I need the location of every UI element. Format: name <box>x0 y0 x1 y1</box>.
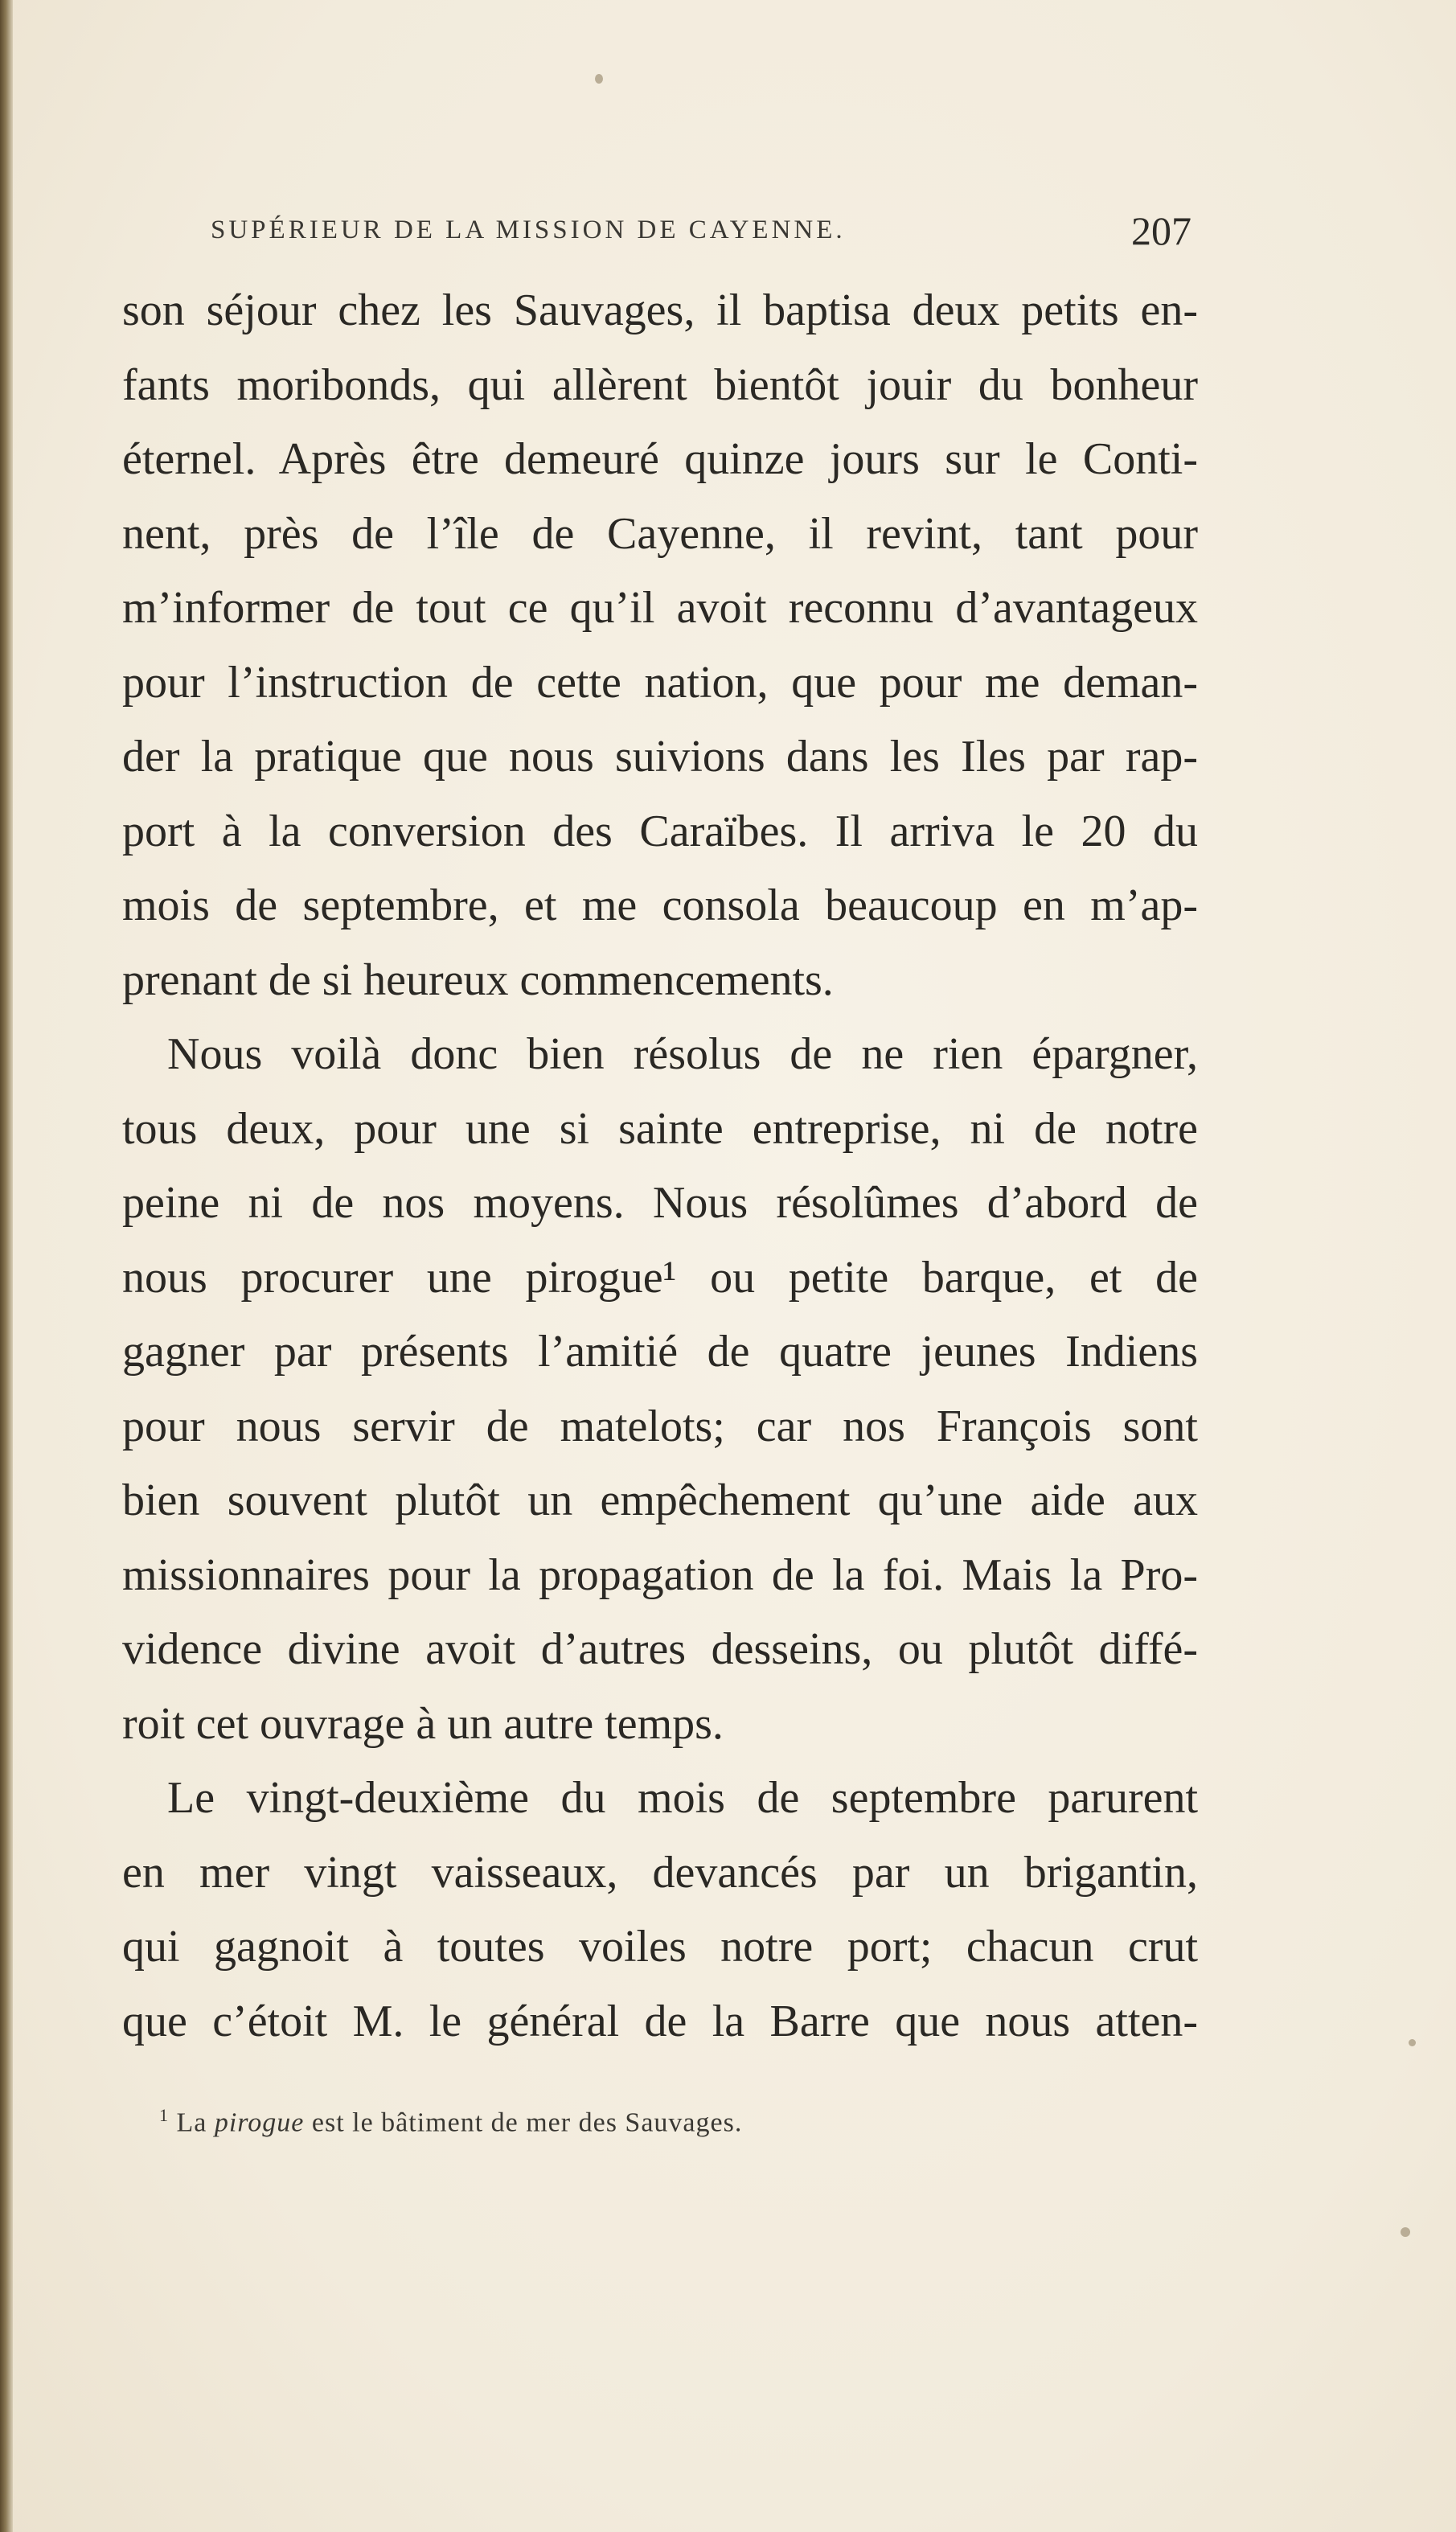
page-number: 207 <box>1131 208 1191 253</box>
footnote-text-before: La <box>176 2107 215 2138</box>
text-line: mois de septembre, et me consola beaucoup en m’ap- <box>122 880 1198 930</box>
text-line: port à la conversion des Caraïbes. Il arriva le 20 du <box>122 806 1198 856</box>
footnote <box>159 2105 742 2138</box>
text-line: son séjour chez les Sauvages, il baptisa deux petits en- <box>122 285 1198 335</box>
text-line: éternel. Après être demeuré quinze jours sur le Conti- <box>122 434 1198 484</box>
text-line: pour nous servir de matelots; car nos François sont <box>122 1401 1198 1451</box>
text-line: peine ni de nos moyens. Nous résolûmes d’abord de <box>122 1178 1198 1228</box>
text-line: roit cet ouvrage à un autre temps. <box>122 1698 724 1749</box>
text-line: tous deux, pour une si sainte entreprise, ni de notre <box>122 1103 1198 1154</box>
text-line: Nous voilà donc bien résolus de ne rien épargner, <box>167 1029 1198 1079</box>
paper-speck <box>1401 2227 1410 2237</box>
text-line: fants moribonds, qui allèrent bientôt jouir du bonheur <box>122 359 1198 410</box>
footnote-text-after: est le bâtiment de mer des Sauvages. <box>304 2107 743 2138</box>
text-line: missionnaires pour la propagation de la foi. Mais la Pro- <box>122 1549 1198 1600</box>
text-line: prenant de si heureux commencements. <box>122 954 834 1005</box>
text-line: nent, près de l’île de Cayenne, il revint, tant pour <box>122 508 1198 559</box>
binding-edge <box>0 0 13 2532</box>
text-line: que c’étoit M. le général de la Barre que nous atten- <box>122 1996 1198 2046</box>
text-line: vidence divine avoit d’autres desseins, ou plutôt diffé- <box>122 1624 1198 1674</box>
text-line: en mer vingt vaisseaux, devancés par un brigantin, <box>122 1847 1198 1898</box>
text-line: m’informer de tout ce qu’il avoit reconnu d’avantageux <box>122 583 1198 633</box>
running-head-title: SUPÉRIEUR DE LA MISSION DE CAYENNE. <box>211 215 846 244</box>
paper-speck <box>595 74 603 84</box>
text-line: nous procurer une pirogue¹ ou petite barque, et de <box>122 1252 1198 1303</box>
text-line: pour l’instruction de cette nation, que pour me deman- <box>122 657 1198 708</box>
text-line: gagner par présents l’amitié de quatre jeunes Indiens <box>122 1327 1198 1377</box>
text-line: Le vingt-deuxième du mois de septembre parurent <box>167 1773 1198 1823</box>
paper-speck <box>1409 2039 1416 2046</box>
footnote-marker: 1 <box>159 2105 169 2125</box>
text-line: qui gagnoit à toutes voiles notre port; chacun crut <box>122 1922 1198 1972</box>
text-line: bien souvent plutôt un empêchement qu’une aide aux <box>122 1475 1198 1525</box>
running-head <box>211 207 1191 256</box>
text-line: der la pratique que nous suivions dans les Iles par rap- <box>122 732 1198 782</box>
body-text <box>122 273 1198 2058</box>
footnote-italic-term: pirogue <box>214 2107 305 2138</box>
